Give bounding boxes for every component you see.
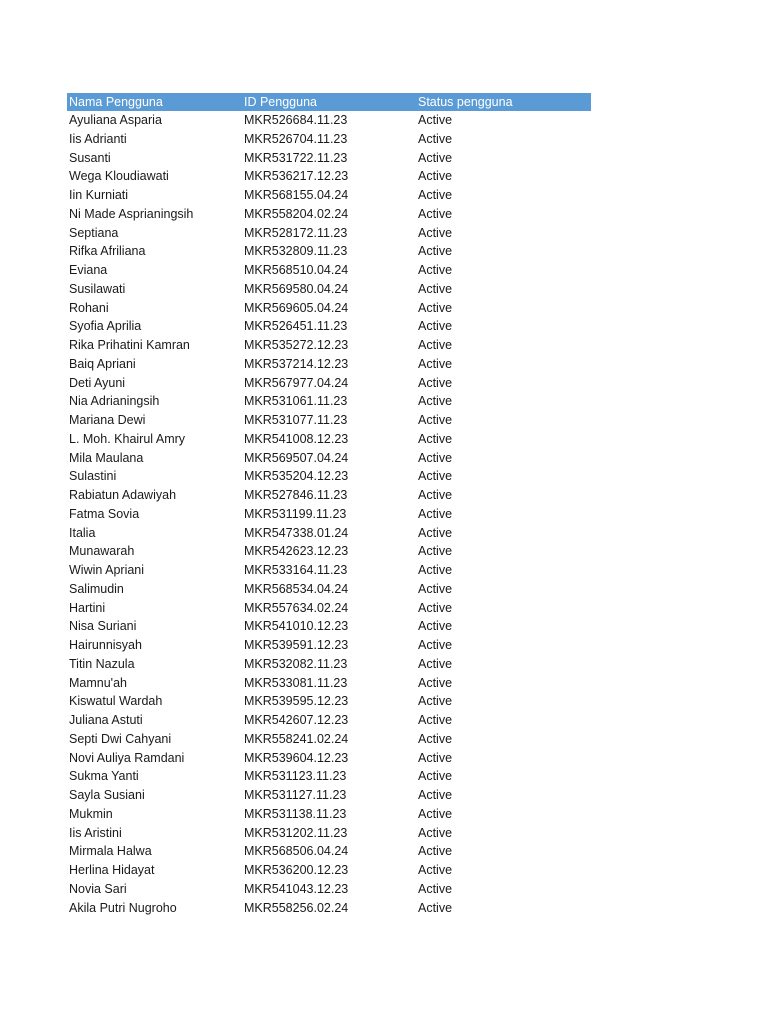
table-row (67, 130, 591, 149)
cell-nama-pengguna: Hairunnisyah (69, 638, 142, 652)
cell-nama-pengguna: Munawarah (69, 544, 135, 559)
cell-id-pengguna: MKR558204.02.24 (244, 206, 349, 221)
table-row (67, 524, 591, 543)
cell-id-pengguna: MKR531077.11.23 (244, 413, 348, 427)
cell-nama-pengguna: Mirmala Halwa (69, 844, 152, 859)
table-row (67, 711, 591, 730)
cell-nama-pengguna: Septiana (69, 225, 119, 240)
cell-status-pengguna: Active (418, 863, 453, 877)
cell-id-pengguna: MKR558256.02.24 (244, 900, 349, 915)
cell-nama-pengguna: Mariana Dewi (69, 413, 146, 427)
table-row (67, 317, 591, 336)
table-row (67, 167, 591, 186)
table-row (67, 561, 591, 580)
cell-status-pengguna: Active (418, 675, 453, 690)
table-row (67, 205, 591, 224)
cell-id-pengguna: MKR567977.04.24 (244, 375, 349, 390)
table-row (67, 336, 591, 355)
cell-nama-pengguna: Ni Made Asprianingsih (69, 206, 194, 221)
cell-nama-pengguna: Mamnu'ah (69, 675, 127, 690)
table-row (67, 186, 591, 205)
cell-nama-pengguna: Baiq Apriani (69, 356, 136, 371)
cell-status-pengguna: Active (418, 244, 453, 259)
table-row (67, 355, 591, 374)
cell-id-pengguna: MKR568510.04.24 (244, 263, 349, 277)
table-row (67, 599, 591, 618)
cell-status-pengguna: Active (418, 263, 453, 277)
cell-id-pengguna: MKR535204.12.23 (244, 469, 349, 484)
cell-status-pengguna: Active (418, 619, 453, 634)
cell-id-pengguna: MKR535272.12.23 (244, 338, 349, 352)
cell-status-pengguna: Active (418, 188, 453, 202)
cell-status-pengguna: Active (418, 694, 453, 709)
table-row (67, 580, 591, 599)
cell-nama-pengguna: Italia (69, 525, 96, 540)
cell-id-pengguna: MKR531127.11.23 (244, 788, 347, 802)
cell-id-pengguna: MKR531199.11.23 (244, 506, 347, 521)
cell-status-pengguna: Active (418, 150, 453, 165)
table-header (67, 93, 591, 111)
cell-id-pengguna: MKR539604.12.23 (244, 750, 349, 765)
table-row (67, 505, 591, 524)
cell-status-pengguna: Active (418, 769, 453, 784)
cell-id-pengguna: MKR532082.11.23 (244, 656, 348, 671)
cell-nama-pengguna: Syofia Aprilia (69, 319, 142, 334)
cell-nama-pengguna: Iin Kurniati (69, 188, 129, 202)
cell-nama-pengguna: Mila Maulana (69, 450, 144, 465)
table-row (67, 899, 591, 918)
cell-nama-pengguna: Iis Adrianti (69, 131, 127, 146)
cell-status-pengguna: Active (418, 375, 453, 390)
cell-nama-pengguna: Sukma Yanti (69, 769, 139, 784)
cell-status-pengguna: Active (418, 525, 453, 540)
cell-nama-pengguna: Sayla Susiani (69, 788, 145, 802)
cell-status-pengguna: Active (418, 750, 453, 765)
table-row (67, 674, 591, 693)
cell-status-pengguna: Active (418, 806, 453, 821)
table-row (67, 374, 591, 393)
cell-status-pengguna: Active (418, 506, 453, 521)
cell-status-pengguna: Active (418, 600, 453, 615)
cell-status-pengguna: Active (418, 206, 453, 221)
table-row (67, 861, 591, 880)
cell-status-pengguna: Active (418, 488, 453, 502)
cell-id-pengguna: MKR568506.04.24 (244, 844, 349, 859)
table-row (67, 767, 591, 786)
table-row (67, 392, 591, 411)
cell-nama-pengguna: Susanti (69, 150, 111, 165)
cell-nama-pengguna: Deti Ayuni (69, 375, 126, 390)
cell-status-pengguna: Active (418, 413, 453, 427)
cell-status-pengguna: Active (418, 713, 453, 727)
cell-status-pengguna: Active (418, 394, 453, 409)
cell-id-pengguna: MKR531138.11.23 (244, 806, 347, 821)
table-row (67, 786, 591, 805)
cell-nama-pengguna: Nia Adrianingsih (69, 394, 160, 409)
cell-id-pengguna: MKR526684.11.23 (244, 113, 348, 127)
cell-nama-pengguna: Juliana Astuti (69, 713, 143, 727)
cell-status-pengguna: Active (418, 581, 453, 596)
cell-id-pengguna: MKR558241.02.24 (244, 731, 349, 746)
cell-status-pengguna: Active (418, 225, 453, 240)
table-row (67, 299, 591, 318)
header-nama-pengguna: Nama Pengguna (67, 93, 242, 111)
table-body (67, 111, 591, 917)
table-row (67, 430, 591, 449)
cell-status-pengguna: Active (418, 900, 453, 915)
cell-id-pengguna: MKR536217.12.23 (244, 169, 349, 184)
cell-status-pengguna: Active (418, 469, 453, 484)
cell-nama-pengguna: Rika Prihatini Kamran (69, 338, 190, 352)
cell-status-pengguna: Active (418, 300, 453, 315)
table-row (67, 842, 591, 861)
cell-nama-pengguna: Ayuliana Asparia (69, 113, 162, 127)
cell-status-pengguna: Active (418, 881, 453, 896)
cell-status-pengguna: Active (418, 731, 453, 746)
cell-id-pengguna: MKR533164.11.23 (244, 563, 348, 577)
cell-nama-pengguna: Mukmin (69, 806, 113, 821)
cell-id-pengguna: MKR536200.12.23 (244, 863, 349, 877)
cell-status-pengguna: Active (418, 356, 453, 371)
cell-status-pengguna: Active (418, 656, 453, 671)
table-row (67, 880, 591, 899)
cell-id-pengguna: MKR547338.01.24 (244, 525, 349, 540)
table-row (67, 280, 591, 299)
table-row (67, 730, 591, 749)
cell-nama-pengguna: Fatma Sovia (69, 506, 140, 521)
cell-id-pengguna: MKR557634.02.24 (244, 600, 349, 615)
cell-nama-pengguna: Kiswatul Wardah (69, 694, 163, 709)
cell-status-pengguna: Active (418, 131, 453, 146)
cell-id-pengguna: MKR537214.12.23 (244, 356, 349, 371)
cell-id-pengguna: MKR569580.04.24 (244, 281, 349, 296)
cell-id-pengguna: MKR526704.11.23 (244, 131, 348, 146)
cell-status-pengguna: Active (418, 169, 453, 184)
cell-id-pengguna: MKR533081.11.23 (244, 675, 348, 690)
header-status-pengguna: Status pengguna (416, 93, 591, 111)
cell-status-pengguna: Active (418, 825, 453, 840)
cell-nama-pengguna: Wega Kloudiawati (69, 169, 169, 184)
table-row (67, 692, 591, 711)
cell-id-pengguna: MKR528172.11.23 (244, 225, 348, 240)
cell-status-pengguna: Active (418, 844, 453, 859)
cell-nama-pengguna: Nisa Suriani (69, 619, 137, 634)
table-row (67, 749, 591, 768)
cell-nama-pengguna: Salimudin (69, 581, 124, 596)
cell-id-pengguna: MKR531123.11.23 (244, 769, 347, 784)
cell-id-pengguna: MKR526451.11.23 (244, 319, 348, 334)
cell-id-pengguna: MKR542607.12.23 (244, 713, 349, 727)
table-row (67, 655, 591, 674)
cell-id-pengguna: MKR532809.11.23 (244, 244, 348, 259)
cell-id-pengguna: MKR568155.04.24 (244, 188, 349, 202)
cell-id-pengguna: MKR569507.04.24 (244, 450, 349, 465)
table-row (67, 805, 591, 824)
table-row (67, 467, 591, 486)
cell-status-pengguna: Active (418, 113, 453, 127)
cell-id-pengguna: MKR541043.12.23 (244, 881, 349, 896)
cell-status-pengguna: Active (418, 338, 453, 352)
cell-nama-pengguna: Hartini (69, 600, 106, 615)
cell-id-pengguna: MKR539591.12.23 (244, 638, 349, 652)
cell-nama-pengguna: Rifka Afriliana (69, 244, 146, 259)
cell-status-pengguna: Active (418, 638, 453, 652)
table-row (67, 261, 591, 280)
table-row (67, 224, 591, 243)
header-row (67, 93, 591, 111)
table-row (67, 111, 591, 130)
cell-nama-pengguna: Novia Sari (69, 881, 127, 896)
cell-id-pengguna: MKR531722.11.23 (244, 150, 348, 165)
cell-nama-pengguna: Rabiatun Adawiyah (69, 488, 177, 502)
cell-id-pengguna: MKR539595.12.23 (244, 694, 349, 709)
cell-nama-pengguna: L. Moh. Khairul Amry (69, 431, 186, 446)
cell-status-pengguna: Active (418, 431, 453, 446)
cell-id-pengguna: MKR541008.12.23 (244, 431, 349, 446)
cell-status-pengguna: Active (418, 319, 453, 334)
cell-nama-pengguna: Akila Putri Nugroho (69, 900, 177, 915)
table-row (67, 486, 591, 505)
cell-id-pengguna: MKR541010.12.23 (244, 619, 349, 634)
cell-status-pengguna: Active (418, 788, 453, 802)
table-row (67, 149, 591, 168)
header-id-pengguna: ID Pengguna (242, 93, 416, 111)
cell-nama-pengguna: Eviana (69, 263, 108, 277)
cell-nama-pengguna: Rohani (69, 300, 109, 315)
cell-nama-pengguna: Susilawati (69, 281, 126, 296)
cell-nama-pengguna: Septi Dwi Cahyani (69, 731, 172, 746)
cell-nama-pengguna: Herlina Hidayat (69, 863, 155, 877)
cell-id-pengguna: MKR531061.11.23 (244, 394, 348, 409)
cell-nama-pengguna: Iis Aristini (69, 825, 122, 840)
table-row (67, 636, 591, 655)
table-row (67, 411, 591, 430)
cell-id-pengguna: MKR527846.11.23 (244, 488, 348, 502)
cell-id-pengguna: MKR568534.04.24 (244, 581, 349, 596)
table-row (67, 242, 591, 261)
cell-status-pengguna: Active (418, 450, 453, 465)
cell-nama-pengguna: Novi Auliya Ramdani (69, 750, 185, 765)
table-row (67, 449, 591, 468)
cell-nama-pengguna: Sulastini (69, 469, 117, 484)
table-row (67, 824, 591, 843)
cell-id-pengguna: MKR542623.12.23 (244, 544, 349, 559)
user-table (67, 93, 591, 917)
cell-status-pengguna: Active (418, 563, 453, 577)
cell-nama-pengguna: Wiwin Apriani (69, 563, 145, 577)
cell-status-pengguna: Active (418, 281, 453, 296)
cell-id-pengguna: MKR569605.04.24 (244, 300, 349, 315)
cell-nama-pengguna: Titin Nazula (69, 656, 135, 671)
cell-status-pengguna: Active (418, 544, 453, 559)
cell-id-pengguna: MKR531202.11.23 (244, 825, 348, 840)
table-row (67, 542, 591, 561)
table-row (67, 617, 591, 636)
